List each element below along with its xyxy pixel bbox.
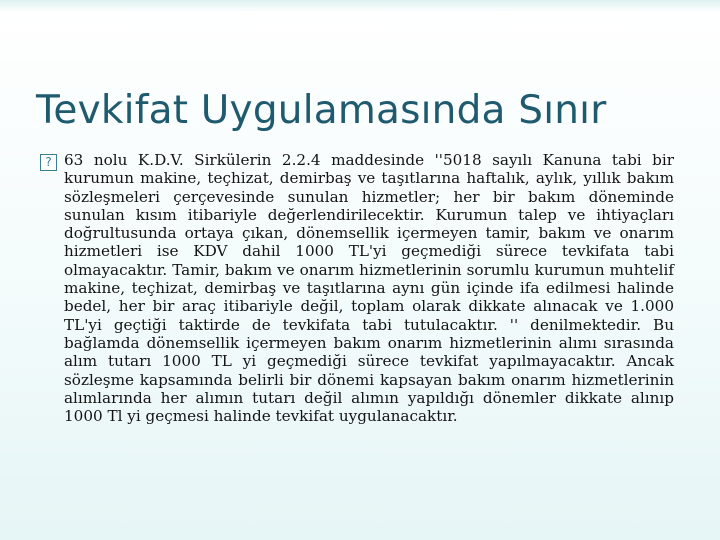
bullet-item	[40, 151, 674, 425]
slide-title: Tevkifat Uygulamasında Sınır	[36, 88, 607, 133]
slide-content	[40, 151, 674, 425]
box-bullet-icon: ?	[40, 154, 57, 171]
bullet-text: 63 nolu K.D.V. Sirkülerin 2.2.4 maddesinde ''5018 sayılı Kanuna tabi bir kurumun makine, teçhizat, demirbaş ve taşıtlarına haftalık, aylık, yıllık bakım sözleşmeleri çerçevesinde sunulan hizmetler; her bir bakım döneminde sunulan kısım itibariyle değerlendirilecektir. Kurumun talep ve ihtiyaçları doğrultusunda ortaya çıkan, dönemsellik içermeyen tamir, bakım ve onarım hizmetleri ise KDV dahil 1000 TL'yi geçmediği sürece tevkifata tabi olmayacaktır. Tamir, bakım ve onarım hizmetlerinin sorumlu kurumun muhtelif makine, teçhizat, demirbaş ve taşıtlarına aynı gün içinde ifa edilmesi halinde bedel, her bir araç itibariyle değil, toplam olarak dikkate alınacak ve 1.000 TL'yi geçtiği taktirde de tevkifata tabi tutulacaktır. '' denilmektedir. Bu bağlamda dönemsellik içermeyen bakım onarım hizmetlerinin alımı sırasında alım tutarı 1000 TL yi geçmediği sürece tevkifat yapılmayacaktır. Ancak sözleşme kapsamında belirli bir dönemi kapsayan bakım onarım hizmetlerinin alımlarında her alımın tutarı değil alımın yapıldığı dönemler dikkate alınıp 1000 Tl yi geçmesi halinde tevkifat uygulanacaktır.	[64, 151, 674, 426]
top-decoration-band	[0, 0, 720, 12]
